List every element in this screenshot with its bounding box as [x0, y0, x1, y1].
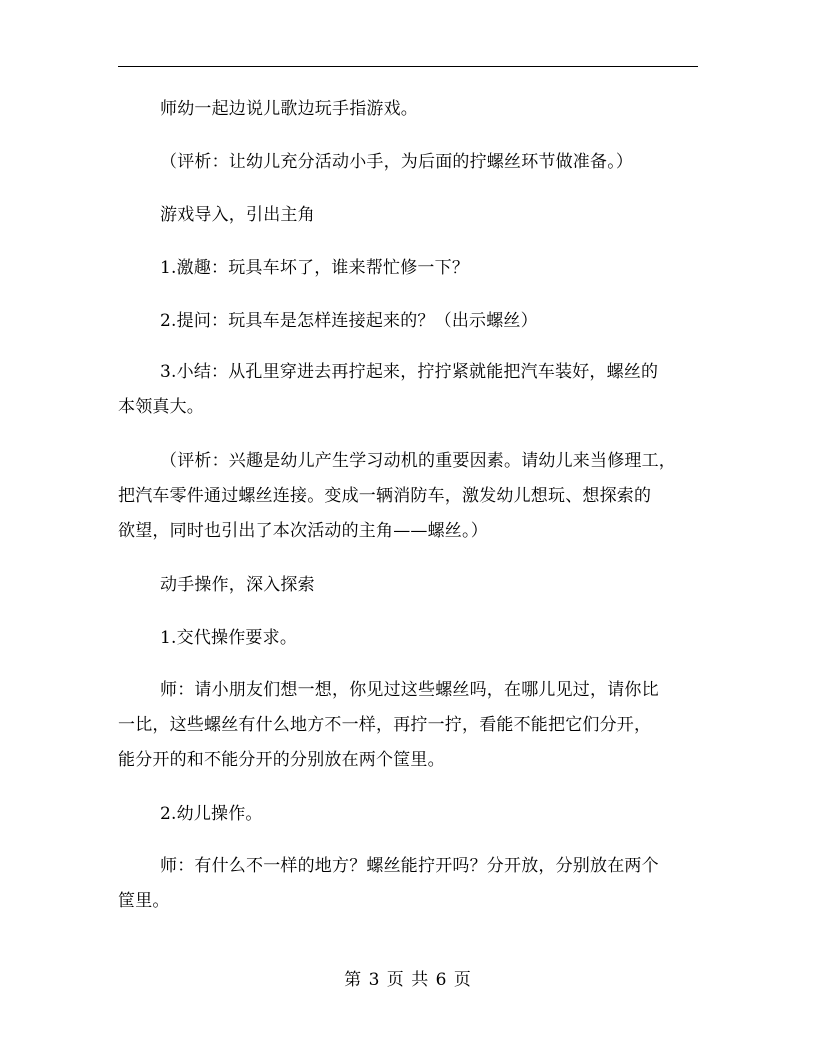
paragraph-line: 师：请小朋友们想一想，你见过这些螺丝吗，在哪儿见过，请你比	[160, 680, 659, 700]
paragraph-line: 师：有什么不一样的地方？螺丝能拧开吗？分开放，分别放在两个	[160, 856, 659, 876]
paragraph-line: 本领真大。	[118, 397, 204, 417]
section-heading: 游戏导入，引出主角	[160, 205, 315, 225]
paragraph-line: （评析：兴趣是幼儿产生学习动机的重要因素。请幼儿来当修理工，	[160, 451, 676, 471]
paragraph-line: （评析：让幼儿充分活动小手，为后面的拧螺丝环节做准备。）	[160, 152, 634, 172]
header-rule	[118, 66, 698, 67]
paragraph-line: 能分开的和不能分开的分别放在两个筐里。	[118, 750, 445, 770]
page-number-footer: 第 3 页 共 6 页	[344, 970, 472, 990]
section-heading: 动手操作，深入探索	[160, 575, 315, 595]
paragraph-line: 1.激趣：玩具车坏了，谁来帮忙修一下？	[160, 258, 470, 278]
paragraph-line: 把汽车零件通过螺丝连接。变成一辆消防车，激发幼儿想玩、想探索的	[118, 486, 652, 506]
paragraph-line: 1.交代操作要求。	[160, 628, 298, 648]
paragraph-line: 3.小结：从孔里穿进去再拧起来，拧拧紧就能把汽车装好，螺丝的	[160, 362, 659, 382]
paragraph-line: 师幼一起边说儿歌边玩手指游戏。	[160, 99, 418, 119]
paragraph-line: 一比，这些螺丝有什么地方不一样，再拧一拧，看能不能把它们分开，	[118, 715, 652, 735]
paragraph-line: 筐里。	[118, 891, 170, 911]
paragraph-line: 2.幼儿操作。	[160, 804, 263, 824]
paragraph-line: 欲望，同时也引出了本次活动的主角——螺丝。）	[118, 521, 488, 541]
paragraph-line: 2.提问：玩具车是怎样连接起来的？（出示螺丝）	[160, 311, 538, 331]
